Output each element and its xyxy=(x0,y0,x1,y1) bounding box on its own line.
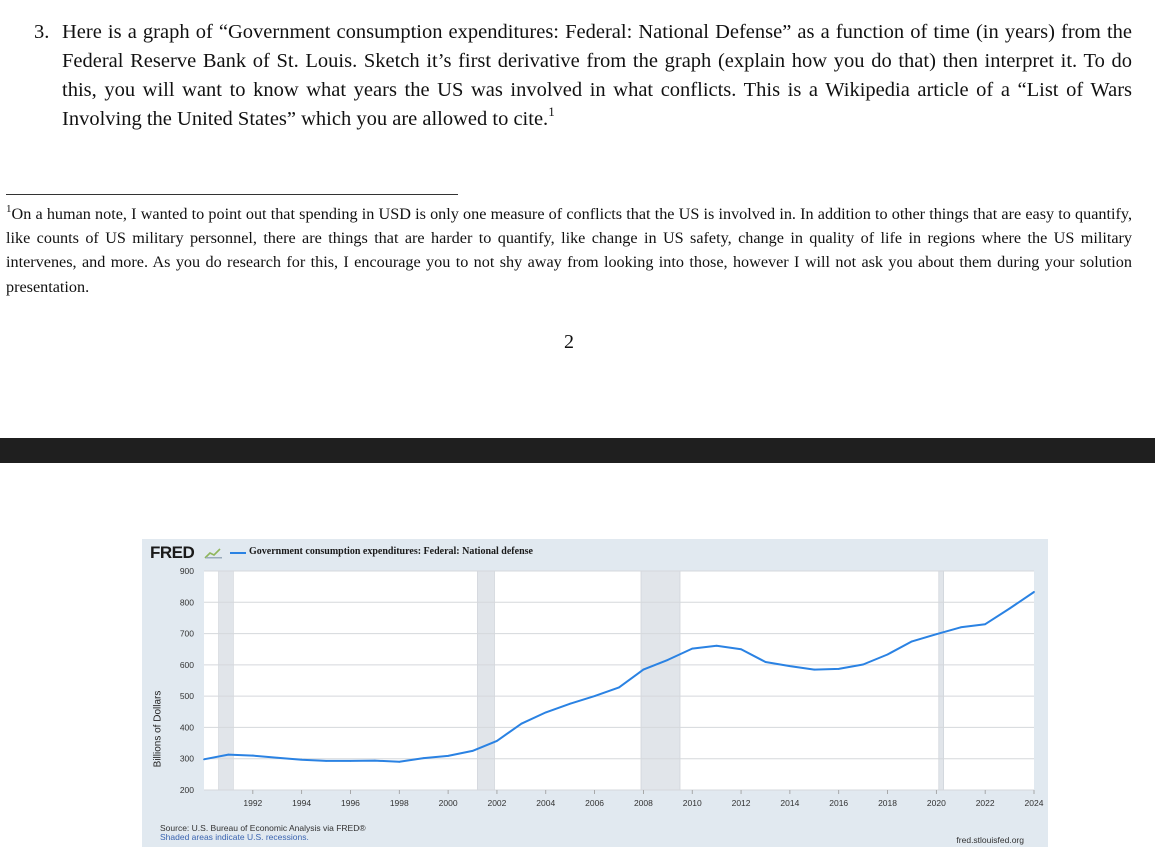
data-point-2021 xyxy=(960,626,962,628)
x-tick-2014: 2014 xyxy=(780,798,800,808)
data-point-1997 xyxy=(374,760,376,762)
x-tick-2006: 2006 xyxy=(585,798,605,808)
data-point-1998 xyxy=(398,761,400,763)
recession-band-2 xyxy=(641,571,680,790)
footnote-divider xyxy=(6,194,458,195)
legend-swatch xyxy=(230,552,246,554)
y-tick-500: 500 xyxy=(179,691,194,702)
x-tick-2004: 2004 xyxy=(536,798,556,808)
data-point-1993 xyxy=(276,757,278,759)
data-point-2024 xyxy=(1033,591,1035,593)
data-point-2013 xyxy=(765,661,767,663)
data-point-2002 xyxy=(496,740,498,742)
source-text: Source: U.S. Bureau of Economic Analysis via FRED® xyxy=(160,823,366,833)
footnote-reference[interactable]: 1 xyxy=(548,104,555,119)
y-tick-900: 900 xyxy=(179,566,194,576)
x-tick-1994: 1994 xyxy=(292,798,312,808)
data-point-2022 xyxy=(984,623,986,625)
fred-chart-icon xyxy=(204,546,224,560)
data-point-1994 xyxy=(301,759,303,761)
x-tick-2008: 2008 xyxy=(633,798,653,808)
y-axis-label xyxy=(145,669,171,789)
data-point-1999 xyxy=(423,757,425,759)
data-point-2016 xyxy=(838,668,840,670)
y-tick-800: 800 xyxy=(179,597,194,608)
data-point-2023 xyxy=(1009,608,1011,610)
y-tick-700: 700 xyxy=(179,628,194,639)
x-tick-2018: 2018 xyxy=(878,798,897,808)
data-point-2007 xyxy=(618,686,620,688)
data-point-2000 xyxy=(447,755,449,757)
data-point-2006 xyxy=(594,695,596,697)
data-point-2003 xyxy=(520,723,522,725)
x-tick-2002: 2002 xyxy=(487,798,507,808)
data-point-2020 xyxy=(935,633,937,635)
data-point-2009 xyxy=(667,659,669,661)
data-point-1996 xyxy=(350,760,352,762)
plot-area xyxy=(204,571,1034,790)
x-tick-2024: 2024 xyxy=(1024,798,1044,808)
page-number: 2 xyxy=(564,331,574,353)
y-tick-300: 300 xyxy=(179,753,194,764)
recession-note: Shaded areas indicate U.S. recessions. xyxy=(160,832,309,842)
page-separator-band xyxy=(0,438,1155,463)
footnote-text: On a human note, I wanted to point out that spending in USD is only one measure of conflicts that the US is involved in. In addition to other things that are easy to quantify, like counts of US military personnel, there are things that are harder to quantify, like change in US safety, change in quality of life in regions where the US military intervenes, and more. As you do research for this, I encourage you to not shy away from looking into those, however I will not ask you about them during your solution presentation. xyxy=(6,205,1132,296)
x-tick-1992: 1992 xyxy=(243,798,263,808)
chart-canvas xyxy=(142,539,1048,847)
x-tick-2022: 2022 xyxy=(975,798,995,808)
data-point-2008 xyxy=(643,669,645,671)
problem-3 xyxy=(34,18,1132,134)
fred-chart xyxy=(142,539,1048,847)
recession-band-1 xyxy=(477,571,494,790)
data-point-1990 xyxy=(203,758,205,760)
data-point-1992 xyxy=(252,755,254,757)
data-point-2017 xyxy=(862,664,864,666)
data-point-2015 xyxy=(813,669,815,671)
fred-logo: FRED xyxy=(150,543,195,562)
problem-number: 3. xyxy=(34,21,50,43)
recession-band-3 xyxy=(939,571,944,790)
y-axis-label-text: Billions of Dollars xyxy=(152,690,164,768)
data-point-2014 xyxy=(789,665,791,667)
data-point-2004 xyxy=(545,712,547,714)
chart-source xyxy=(160,824,366,842)
data-point-2012 xyxy=(740,648,742,650)
data-point-2010 xyxy=(691,648,693,650)
x-tick-2020: 2020 xyxy=(926,798,946,808)
y-tick-600: 600 xyxy=(179,659,194,670)
y-tick-400: 400 xyxy=(179,722,194,733)
recession-band-0 xyxy=(219,571,234,790)
legend-label: Government consumption expenditures: Federal: National defense xyxy=(249,546,533,557)
footnote xyxy=(6,202,1132,299)
data-point-1995 xyxy=(325,760,327,762)
data-point-1991 xyxy=(228,754,230,756)
data-point-2019 xyxy=(911,640,913,642)
problem-text: Here is a graph of “Government consumption expenditures: Federal: National Defense” as a function of time (in years) from the Federal Reserve Bank of St. Louis. Sketch it’s first derivative from the graph (explain how you do that) then interpret it. To do this, you will want to know what years the US was involved in what conflicts. This is a Wikipedia article of a “List of Wars Involving the United States” which you are allowed to cite. xyxy=(62,21,1132,130)
problem-text-block xyxy=(62,18,1132,134)
x-tick-1996: 1996 xyxy=(341,798,360,808)
data-point-2011 xyxy=(716,645,718,647)
data-point-2018 xyxy=(887,654,889,656)
data-point-2005 xyxy=(569,703,571,705)
x-tick-2000: 2000 xyxy=(438,798,458,808)
x-tick-2016: 2016 xyxy=(829,798,849,808)
y-tick-200: 200 xyxy=(179,785,194,795)
x-tick-2010: 2010 xyxy=(682,798,702,808)
x-tick-1998: 1998 xyxy=(389,798,409,808)
x-tick-2012: 2012 xyxy=(731,798,751,808)
data-point-2001 xyxy=(472,750,474,752)
footnote-mark: 1 xyxy=(6,203,12,215)
fred-site-link[interactable]: fred.stlouisfed.org xyxy=(956,835,1024,845)
